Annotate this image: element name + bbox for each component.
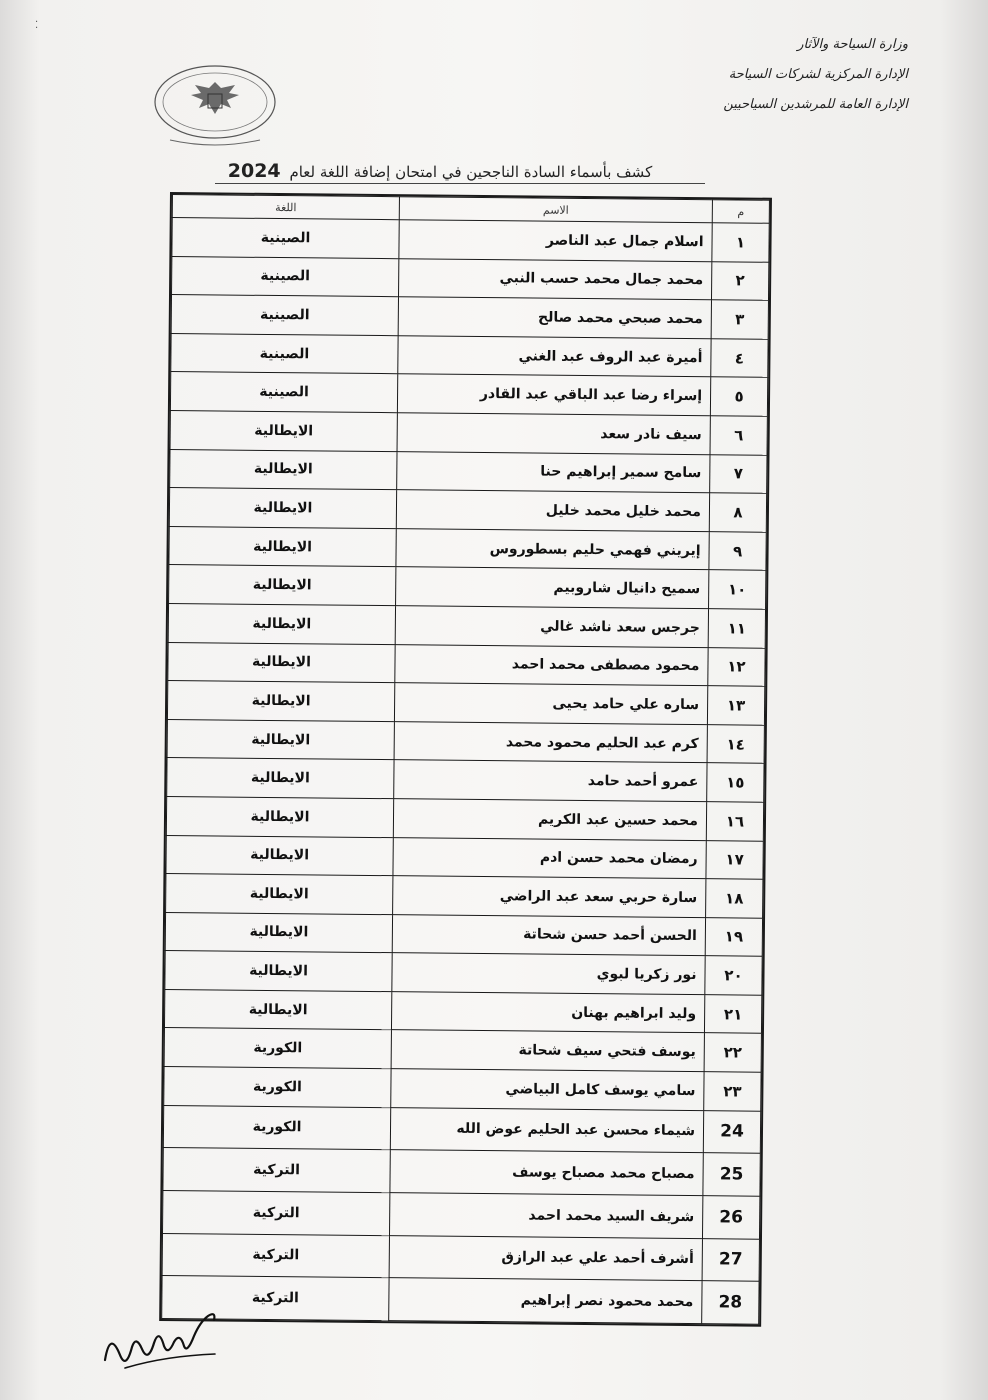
row-name: عمرو أحمد حامد [394,760,707,802]
row-name: سارة حربي سعد عبد الراضي [393,876,706,918]
row-number: 25 [703,1153,760,1196]
row-language: الايطالية [166,796,393,837]
row-number: ٩ [709,531,766,570]
row-name: محمد جمال محمد حسب النبي [399,258,712,300]
title-text: كشف بأسماء السادة الناجحين في امتحان إضافة اللغة لعام [289,163,653,181]
row-name: جرجس سعد ناشد غالي [395,606,708,648]
table-row [167,681,764,725]
row-number: ٦ [710,416,767,455]
results-table-frame [159,192,772,1327]
row-number: ٢٣ [704,1072,761,1111]
row-language: الصينية [172,256,399,297]
row-name: سيف نادر سعد [397,413,710,455]
row-language: الايطالية [168,642,395,683]
row-number: ٢٢ [704,1033,761,1072]
row-language: الايطالية [165,912,392,953]
row-number: ١٤ [707,724,764,763]
row-name: أميرة عبد الروف عبد الغني [398,335,711,377]
row-name: ساره علي حامد يحيى [394,683,707,725]
table-row [170,372,767,416]
row-number: ٥ [710,377,767,416]
row-name: اسلام جمال عبد الناصر [399,220,712,262]
title-year: 2024 [227,160,281,182]
row-number: ١٢ [708,647,765,686]
table-row [168,642,765,686]
table-row [171,295,768,339]
table-body [162,218,770,1325]
row-language: الايطالية [169,526,396,567]
table-row [171,333,768,377]
table-row [169,565,766,609]
table-row [165,951,762,995]
row-language: الايطالية [165,951,392,992]
row-number: ٨ [709,493,766,532]
row-language: الصينية [172,218,399,259]
row-name: سميح دانيال شاروبيم [396,567,709,609]
row-language: الايطالية [166,874,393,915]
row-language: التركية [163,1148,390,1193]
table-row [163,1190,760,1238]
row-language: الايطالية [169,565,396,606]
row-number: ١٩ [705,917,762,956]
row-language: الصينية [170,372,397,413]
scan-artifact: ⁚ [35,20,39,31]
header-name: الاسم [399,197,712,223]
table-row [163,1148,760,1196]
row-number: ١٠ [709,570,766,609]
row-language: الايطالية [168,603,395,644]
ministry-line-2: الإدارة المركزية لشركات السياحة [728,67,908,82]
row-number: ١٦ [706,802,763,841]
row-name: شيماء محسن عبد الحليم عوض الله [390,1107,703,1153]
row-name: محمد حسين عبد الكريم [393,799,706,841]
ministry-header [648,30,908,120]
signature [95,1310,245,1380]
row-name: محمد محمود نصر إبراهيم [389,1278,702,1324]
row-name: محمود مصطفى محمد احمد [395,644,708,686]
row-number: ١١ [708,609,765,648]
table-row [162,1276,759,1324]
row-name: إسراء رضا عبد الباقي عبد القادر [397,374,710,416]
table-row [166,796,763,840]
table-row [162,1233,759,1281]
row-name: نور زكريا لبوي [392,953,705,995]
row-language: الايطالية [170,449,397,490]
ministry-line-3: الإدارة العامة للمرشدين السياحيين [723,97,908,112]
table-row [172,218,769,262]
row-name: سامح سمير إبراهيم حنا [397,451,710,493]
row-language: الايطالية [170,410,397,451]
table-row [166,835,763,879]
table-row [164,989,761,1033]
table-row [164,1067,761,1111]
row-name: محمد صبحي محمد صالح [398,297,711,339]
row-number: ٢١ [704,995,761,1034]
table-row [170,449,767,493]
header-lang: اللغة [172,195,399,220]
row-name: أشرف أحمد علي عبد الرازق [389,1235,702,1281]
document-title [160,160,720,182]
row-number: ١٧ [706,840,763,879]
row-language: الايطالية [169,488,396,529]
results-table [161,194,770,1325]
row-language: الايطالية [164,989,391,1030]
ministry-line-1: وزارة السياحة والآثار [797,37,908,52]
row-language: الايطالية [167,719,394,760]
table-row [165,912,762,956]
table-row [168,603,765,647]
row-number: ٢٠ [705,956,762,995]
row-language: التركية [163,1190,390,1235]
row-language: الايطالية [167,758,394,799]
row-name: إيريني فهمي حليم بسطوروس [396,528,709,570]
row-number: 24 [703,1110,760,1153]
row-language: الكورية [164,1067,391,1108]
table-row [169,488,766,532]
table-row [167,719,764,763]
eagle-seal-icon [150,60,280,150]
row-name: كرم عبد الحليم محمود محمد [394,721,707,763]
row-name: يوسف فتحي سيف شحاتة [391,1030,704,1072]
row-number: 26 [702,1196,759,1239]
row-number: ١ [712,223,769,262]
row-language: الايطالية [166,835,393,876]
row-number: ٢ [711,261,768,300]
row-language: الصينية [171,295,398,336]
table-row [170,410,767,454]
row-name: رمضان محمد حسن ادم [393,837,706,879]
table-row [163,1105,760,1153]
row-language: الايطالية [167,681,394,722]
row-name: وليد ابراهيم بهنان [391,992,704,1034]
row-language: التركية [162,1276,389,1321]
row-name: الحسن أحمد حسن شحاتة [392,914,705,956]
row-name: سامي يوسف كامل البياضي [391,1069,704,1111]
row-number: ٧ [710,454,767,493]
row-name: شريف السيد محمد احمد [389,1193,702,1239]
row-language: الصينية [171,333,398,374]
row-number: ١٨ [706,879,763,918]
table-row [172,256,769,300]
row-number: ١٥ [707,763,764,802]
row-number: 27 [702,1238,759,1281]
row-name: مصباح محمد مصباح يوسف [390,1150,703,1196]
title-underline [215,183,705,184]
row-name: محمد خليل محمد خليل [396,490,709,532]
row-number: 28 [702,1281,759,1324]
header-num: م [712,200,769,224]
table-row [164,1028,761,1072]
row-number: ٤ [711,338,768,377]
table-row [169,526,766,570]
row-language: الكورية [164,1028,391,1069]
row-number: ٣ [711,300,768,339]
row-number: ١٣ [707,686,764,725]
table-row [166,874,763,918]
table-row [167,758,764,802]
row-language: الكورية [163,1105,390,1150]
row-language: التركية [162,1233,389,1278]
